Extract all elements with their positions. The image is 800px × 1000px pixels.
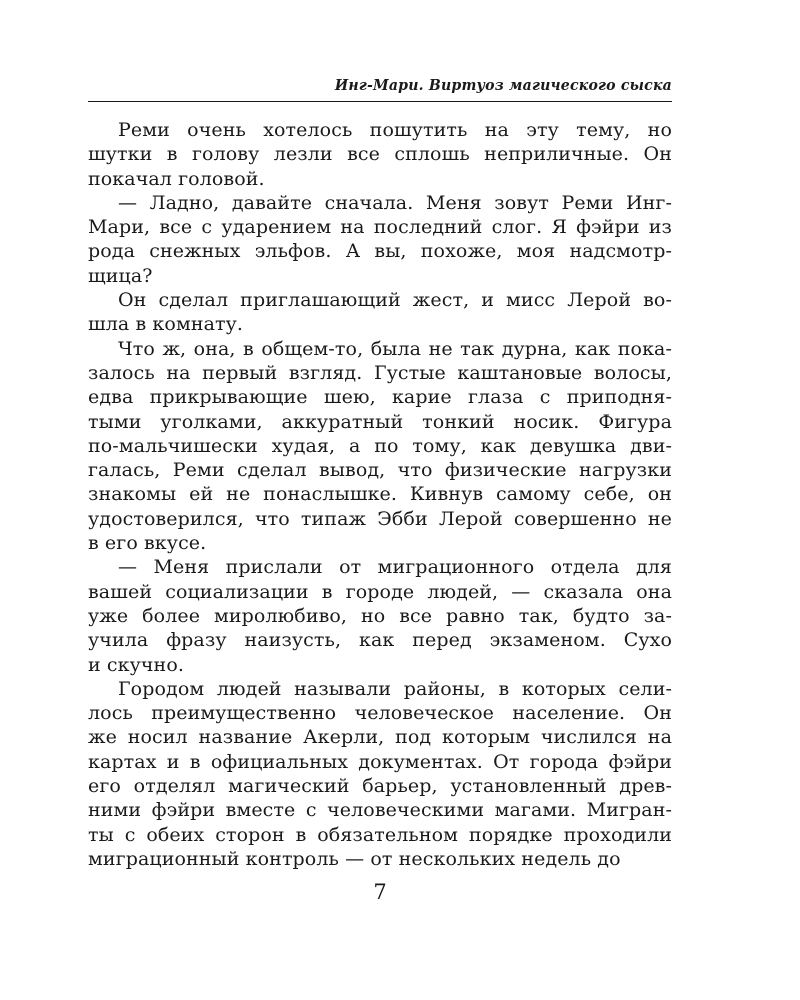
paragraph-line: Реми очень хотелось пошутить на эту тему, но — [118, 119, 672, 141]
paragraph-line: по-мальчишески худая, а по тому, как девушка дви- — [88, 434, 672, 457]
paragraph-line: рода снежных эльфов. А вы, похоже, моя надсмотр- — [88, 240, 672, 263]
paragraph-line: уже более миролюбиво, но все равно так, будто за- — [88, 604, 672, 627]
paragraph-line: удостоверился, что типаж Эбби Лерой совершенно не — [88, 507, 672, 530]
page-number: 7 — [373, 880, 387, 904]
paragraph-line: Городом людей называли районы, в которых сели- — [118, 677, 672, 700]
paragraph-line: щица? — [88, 264, 153, 287]
paragraph-line: миграционный контроль — от нескольких недель до — [88, 847, 621, 870]
paragraph-line: вашей социализации в городе людей, — сказала она — [88, 580, 672, 603]
paragraph-line: шутки в голову лезли все сплошь неприличные. Он — [88, 143, 672, 166]
paragraph-line: покачал головой. — [88, 167, 265, 190]
running-header-title: Инг-Мари. Виртуоз магического сыска — [334, 76, 672, 94]
paragraph-line: Мари, все с ударением на последний слог. Я фэйри из — [88, 216, 672, 239]
paragraph-line: ними фэйри вместе с человеческими магами. Мигран- — [88, 799, 672, 822]
paragraph-line: — Ладно, давайте сначала. Меня зовут Реми Инг- — [118, 191, 672, 214]
header-rule — [88, 101, 672, 102]
paragraph-line: едва прикрывающие шею, карие глаза с приподня- — [88, 386, 672, 409]
paragraph-line: же носил название Акерли, под которым числился на — [88, 726, 672, 749]
paragraph-line: галась, Реми сделал вывод, что физические нагрузки — [88, 459, 672, 482]
paragraph-line: и скучно. — [88, 653, 185, 676]
paragraph-line: картах и в официальных документах. От города фэйри — [88, 750, 672, 773]
paragraph-line: Что ж, она, в общем-то, была не так дурна, как пока- — [118, 337, 672, 360]
paragraph-line: шла в комнату. — [88, 313, 244, 336]
paragraph-line: — Меня прислали от миграционного отдела для — [118, 556, 672, 579]
body-text — [88, 118, 672, 871]
paragraph-line: знакомы ей не понаслышке. Кивнув самому себе, он — [88, 483, 672, 506]
paragraph-line: учила фразу наизусть, как перед экзаменом. Сухо — [88, 629, 672, 652]
paragraph-line: в его вкусе. — [88, 532, 207, 555]
paragraph-line: его отделял магический барьер, установленный древ- — [88, 775, 672, 798]
paragraph-line: Он сделал приглашающий жест, и мисс Лерой во- — [118, 289, 672, 312]
paragraph-line: ты с обеих сторон в обязательном порядке проходили — [88, 823, 672, 846]
paragraph-line: тыми уголками, аккуратный тонкий носик. Фигура — [88, 410, 672, 433]
paragraph-line: лось преимущественно человеческое население. Он — [88, 702, 672, 725]
paragraph-line: залось на первый взгляд. Густые каштановые волосы, — [88, 361, 672, 384]
